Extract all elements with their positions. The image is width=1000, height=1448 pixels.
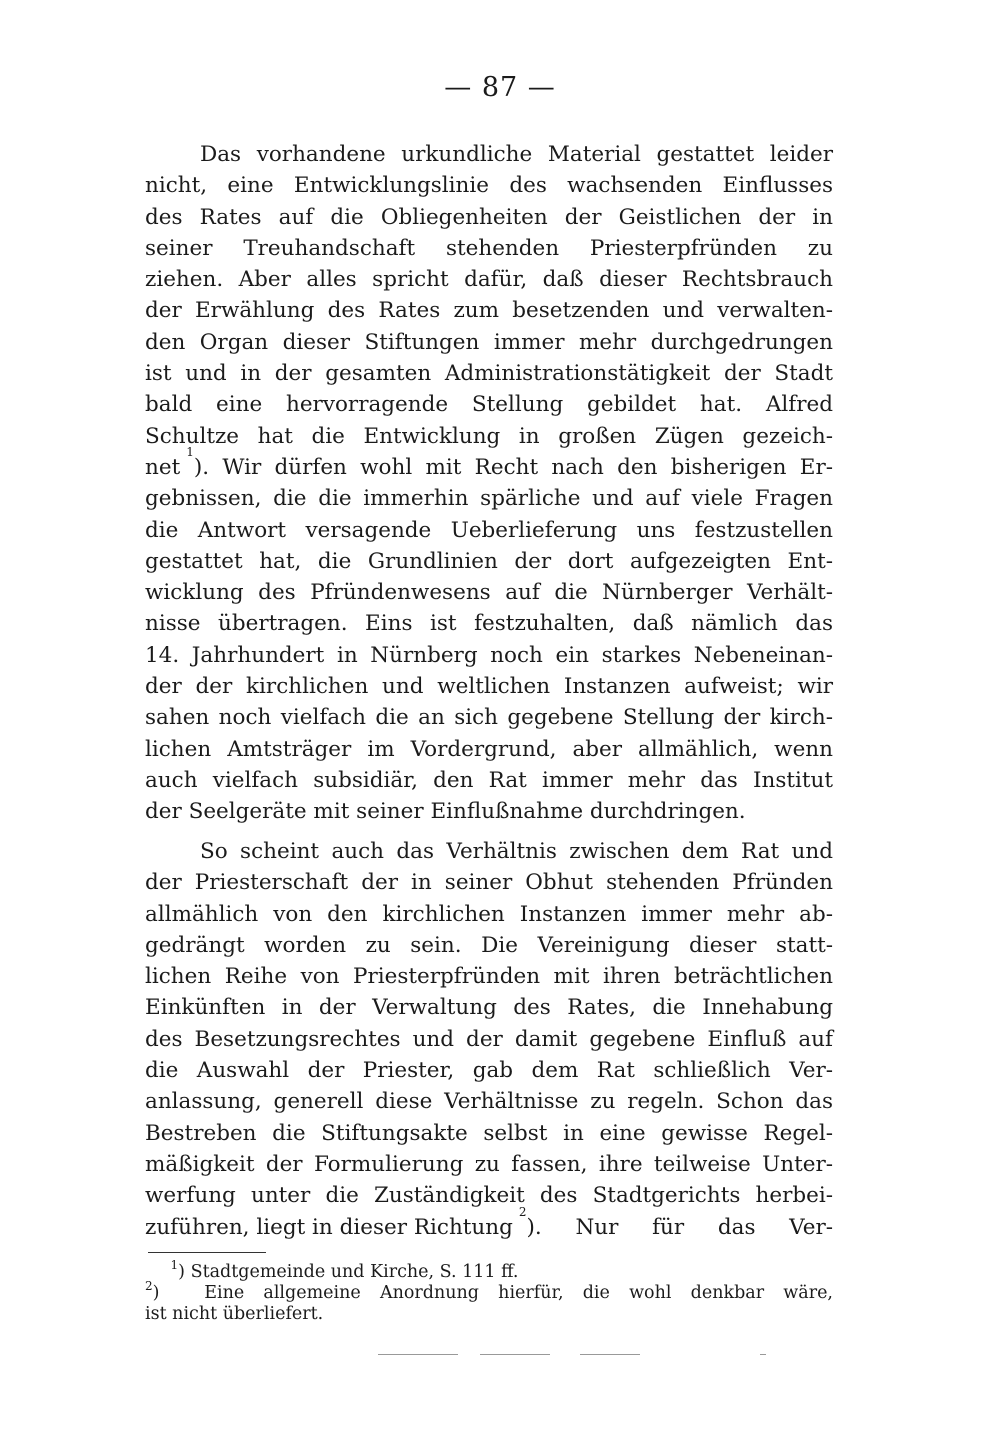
text-line: der Erwählung des Rates zum besetzenden und verwalten- [145, 298, 833, 324]
text-line: die Auswahl der Priester, gab dem Rat schließlich Ver- [145, 1058, 833, 1084]
footnote-1: $^1$) Stadtgemeinde und Kirche, S. 111 ff. [170, 1258, 519, 1282]
text-line: des Rates auf die Obliegenheiten der Geistlichen der in [145, 204, 833, 230]
scan-artifact [480, 1354, 550, 1355]
footnote-ref-2: 2 [518, 1204, 527, 1219]
footnote-2: $^2$) Eine allgemeine Anordnung hierfür, die wohl denkbar wäre, [145, 1279, 833, 1303]
footnote-ref-1: 1 [186, 444, 194, 459]
page-number: — 87 — [444, 72, 556, 103]
text-line: werfung unter die Zuständigkeit des Stadtgerichts herbei- [145, 1183, 833, 1209]
footnote-text: Stadtgemeinde und Kirche, S. 111 ff. [190, 1262, 519, 1282]
text-line: bald eine hervorragende Stellung gebildet hat. Alfred [145, 392, 833, 418]
text-line: Schultze hat die Entwicklung in großen Zügen gezeich- [145, 423, 833, 449]
text-line: gedrängt worden zu sein. Die Vereinigung dieser statt- [145, 932, 833, 958]
footnotes [145, 1258, 833, 1325]
text-line: lichen Amtsträger im Vordergrund, aber allmählich, wenn [145, 736, 833, 762]
scan-artifact [580, 1354, 640, 1355]
text-line: Einkünften in der Verwaltung des Rates, die Innehabung [145, 995, 833, 1021]
text-line: ist und in der gesamten Administrationstätigkeit der Stadt [145, 361, 833, 387]
text-line: lichen Reihe von Priesterpfründen mit ihren beträchtlichen [145, 964, 833, 990]
footnote-2-continuation: ist nicht überliefert. [145, 1304, 324, 1324]
text-line: Das vorhandene urkundliche Material gestattet leider [200, 142, 833, 167]
text-line: So scheint auch das Verhältnis zwischen dem Rat und [200, 839, 833, 864]
scan-artifact [378, 1354, 458, 1355]
text-fragment: net [145, 454, 181, 480]
text-fragment: ). Nur für das Ver- [526, 1214, 833, 1240]
text-line: nicht, eine Entwicklungslinie des wachsenden Einflusses [145, 173, 833, 199]
footnote-separator [148, 1252, 266, 1253]
text-line: allmählich von den kirchlichen Instanzen immer mehr ab- [145, 901, 833, 927]
paragraph-1 [145, 139, 833, 828]
scan-artifact [760, 1354, 766, 1355]
text-line: mäßigkeit der Formulierung zu fassen, ihre teilweise Unter- [145, 1151, 833, 1177]
text-line: gestattet hat, die Grundlinien der dort aufgezeigten Ent- [145, 548, 833, 574]
paragraph-2 [145, 836, 833, 1243]
text-line: die Antwort versagende Ueberlieferung uns festzustellen [145, 517, 833, 543]
footnote-mark: 1 [170, 1258, 179, 1272]
text-line: auch vielfach subsidiär, den Rat immer mehr das Institut [145, 767, 833, 793]
text-line [145, 444, 833, 483]
text-line: ziehen. Aber alles spricht dafür, daß dieser Rechtsbrauch [145, 267, 833, 293]
text-line: den Organ dieser Stiftungen immer mehr durchgedrungen [145, 329, 833, 355]
text-line [145, 1204, 833, 1243]
text-line: des Besetzungsrechtes und der damit gegebene Einfluß auf [145, 1026, 833, 1052]
text-line: wicklung des Pfründenwesens auf die Nürnberger Verhält- [145, 580, 833, 606]
text-fragment: zuführen, liegt in dieser Richtung [145, 1214, 513, 1240]
text-line: 14. Jahrhundert in Nürnberg noch ein starkes Nebeneinan- [145, 642, 833, 668]
text-line: anlassung, generell diese Verhältnisse zu regeln. Schon das [145, 1089, 833, 1115]
text-line: seiner Treuhandschaft stehenden Priesterpfründen zu [145, 235, 833, 261]
text-line: sahen noch vielfach die an sich gegebene Stellung der kirch- [145, 705, 833, 731]
text-line: nisse übertragen. Eins ist festzuhalten, daß nämlich das [145, 611, 833, 637]
text-line: der Seelgeräte mit seiner Einflußnahme durchdringen. [145, 799, 746, 825]
footnote-text: Eine allgemeine Anordnung hierfür, die wohl denkbar wäre, [204, 1283, 833, 1303]
text-line: der der kirchlichen und weltlichen Instanzen aufweist; wir [145, 674, 833, 700]
text-line: Bestreben die Stiftungsakte selbst in eine gewisse Regel- [145, 1120, 833, 1146]
text-fragment: ). Wir dürfen wohl mit Recht nach den bisherigen Er- [193, 454, 833, 480]
text-line: der Priesterschaft der in seiner Obhut stehenden Pfründen [145, 870, 833, 896]
footnote-mark: 2 [145, 1279, 153, 1293]
text-line: gebnissen, die die immerhin spärliche und auf viele Fragen [145, 486, 833, 512]
